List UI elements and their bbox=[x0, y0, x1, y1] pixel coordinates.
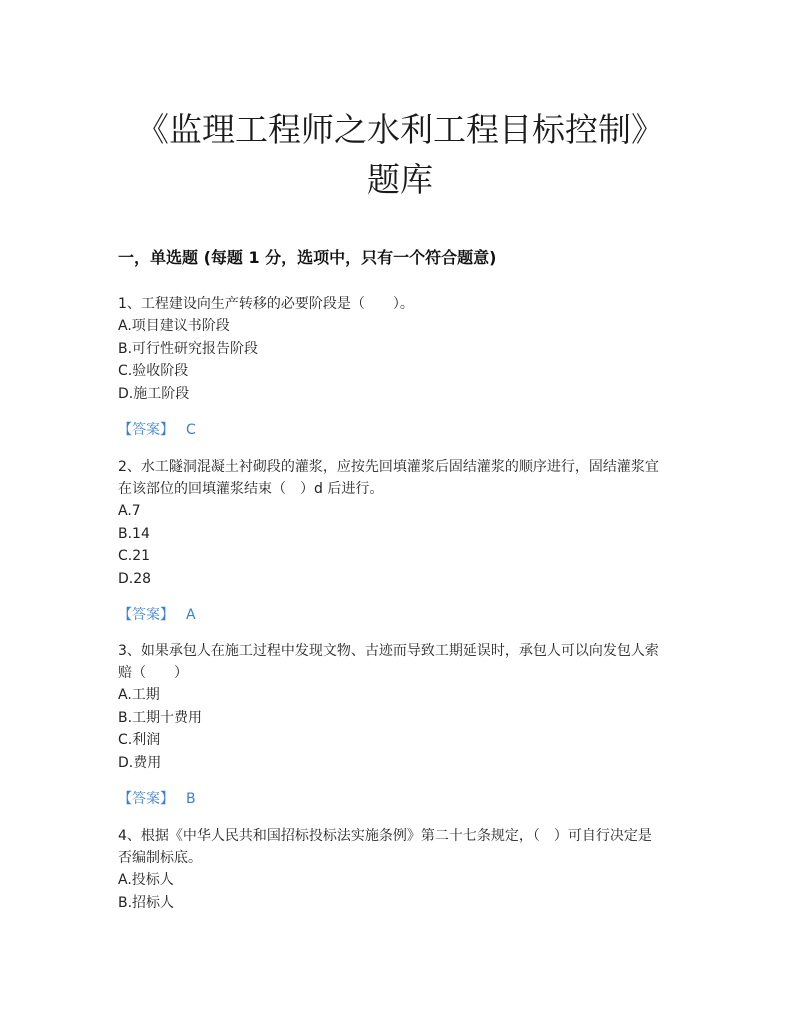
option-d: D.28 bbox=[118, 570, 152, 587]
answer bbox=[118, 788, 688, 810]
question-1 bbox=[118, 293, 688, 441]
option-c: C.21 bbox=[118, 548, 151, 564]
option-d: D.施工阶段 bbox=[118, 385, 190, 402]
question-stem bbox=[118, 825, 688, 869]
question-stem-line: 3、如果承包人在施工过程中发现文物、古迹而导致工期延误时，承包人可以向发包人索 bbox=[118, 643, 659, 659]
question-stem-line: 2、水工隧洞混凝土衬砌段的灌浆，应按先回填灌浆后固结灌浆的顺序进行，固结灌浆宜 bbox=[118, 459, 659, 475]
option-d: D.费用 bbox=[118, 754, 162, 771]
question-stem bbox=[118, 640, 688, 684]
question-2 bbox=[118, 456, 688, 626]
question-stem-line: 赔（ ） bbox=[118, 665, 188, 681]
document-title: 《监理工程师之水利工程目标控制》 bbox=[136, 110, 664, 149]
question-stem-line: 1、工程建设向生产转移的必要阶段是（ ）。 bbox=[118, 296, 414, 312]
option-a: A.项目建议书阶段 bbox=[118, 318, 230, 334]
document-subtitle: 题库 bbox=[367, 160, 433, 199]
option-c: C.验收阶段 bbox=[118, 363, 189, 379]
answer-label: 【答案】 bbox=[118, 422, 174, 438]
option-a: A.7 bbox=[118, 503, 141, 519]
question-stem-line: 在该部位的回填灌浆结束（ ）d 后进行。 bbox=[118, 481, 384, 497]
question-stem bbox=[118, 456, 688, 500]
option-b: B.可行性研究报告阶段 bbox=[118, 340, 259, 357]
question-stem bbox=[118, 293, 688, 315]
section-heading: 一，单选题 (每题 1 分，选项中，只有一个符合题意) bbox=[118, 248, 497, 267]
option-a: A.工期 bbox=[118, 687, 160, 703]
option-a: A.投标人 bbox=[118, 872, 174, 888]
question-stem-line: 4、根据《中华人民共和国招标投标法实施条例》第二十七条规定，（ ）可自行决定是 bbox=[118, 828, 652, 844]
answer-label: 【答案】 bbox=[118, 791, 174, 807]
answer bbox=[118, 419, 688, 441]
question-3 bbox=[118, 640, 688, 810]
answer-value: C bbox=[186, 422, 196, 438]
question-4 bbox=[118, 825, 688, 914]
answer-label: 【答案】 bbox=[118, 607, 174, 623]
answer bbox=[118, 604, 688, 626]
option-c: C.利润 bbox=[118, 732, 161, 748]
option-b: B.招标人 bbox=[118, 894, 175, 911]
answer-value: A bbox=[186, 607, 196, 623]
option-b: B.14 bbox=[118, 525, 150, 542]
option-b: B.工期十费用 bbox=[118, 709, 203, 726]
answer-value: B bbox=[186, 791, 196, 807]
question-stem-line: 否编制标底。 bbox=[118, 850, 202, 866]
